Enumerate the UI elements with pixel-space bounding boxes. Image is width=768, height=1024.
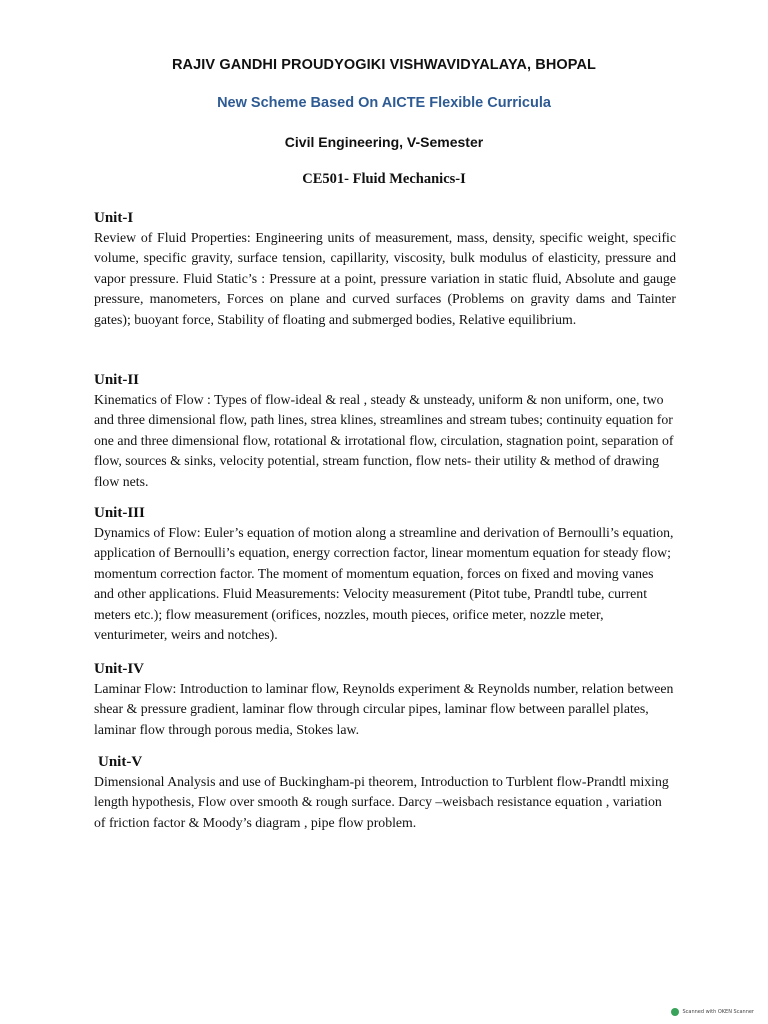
unit-title: Unit-IV <box>94 661 145 677</box>
unit-section <box>94 659 676 740</box>
unit-body: Review of Fluid Properties: Engineering units of measurement, mass, density, specific weight, specific volume, specific gravity, surface tension, capillarity, viscosity, bulk modulus of elasticity, pressure and vapor pressure. Fluid Static’s : Pressure at a point, pressure variation in static fluid, Absolute and gauge pressure, manometers, Forces on plane and curved surfaces (Problems on gravity dams and Tainter gates); buoyant force, Stability of floating and submerged bodies, Relative equilibrium. <box>94 230 676 327</box>
scanner-label: Scanned with OKEN Scanner <box>682 1009 754 1015</box>
course-title: CE501- Fluid Mechanics-I <box>302 171 466 187</box>
unit-section <box>94 208 676 330</box>
unit-body: Laminar Flow: Introduction to laminar flow, Reynolds experiment & Reynolds number, relation between shear & pressure gradient, laminar flow through circular pipes, laminar flow between parallel plates, laminar flow through porous media, Stokes law. <box>94 681 674 737</box>
unit-section <box>94 370 676 492</box>
unit-title: Unit-V <box>98 754 143 770</box>
scanner-logo-icon <box>671 1008 679 1016</box>
unit-body: Dimensional Analysis and use of Buckingham-pi theorem, Introduction to Turblent flow-Prandtl mixing length hypothesis, Flow over smooth & rough surface. Darcy –weisbach resistance equation , variation of friction factor & Moody’s diagram , pipe flow problem. <box>94 774 669 830</box>
unit-body: Dynamics of Flow: Euler’s equation of motion along a streamline and derivation of Bernoulli’s equation, application of Bernoulli’s equation, energy correction factor, linear momentum equation for steady flow; momentum correction factor. The moment of momentum equation, forces on fixed and moving vanes and other applications. Fluid Measurements: Velocity measurement (Pitot tube, Prandtl tube, current meters etc.); flow measurement (orifices, nozzles, mouth pieces, orifice meter, nozzle meter, venturimeter, weirs and notches). <box>94 525 674 643</box>
unit-title: Unit-I <box>94 210 134 226</box>
unit-title: Unit-II <box>94 372 140 388</box>
scheme-subtitle: New Scheme Based On AICTE Flexible Curricula <box>217 95 551 111</box>
unit-section <box>94 503 676 645</box>
scanner-watermark <box>671 1008 754 1016</box>
unit-body: Kinematics of Flow : Types of flow-ideal & real , steady & unsteady, uniform & non uniform, one, two and three dimensional flow, path lines, strea klines, streamlines and stream tubes; continuity equation for one and three dimensional flow, rotational & irrotational flow, circulation, stagnation point, separation of flow, sources & sinks, velocity potential, stream function, flow nets- their utility & method of drawing flow nets. <box>94 392 674 489</box>
branch-semester: Civil Engineering, V-Semester <box>284 134 484 150</box>
unit-section <box>94 752 676 833</box>
university-title: RAJIV GANDHI PROUDYOGIKI VISHWAVIDYALAYA, BHOPAL <box>171 57 597 73</box>
unit-title: Unit-III <box>94 505 145 521</box>
